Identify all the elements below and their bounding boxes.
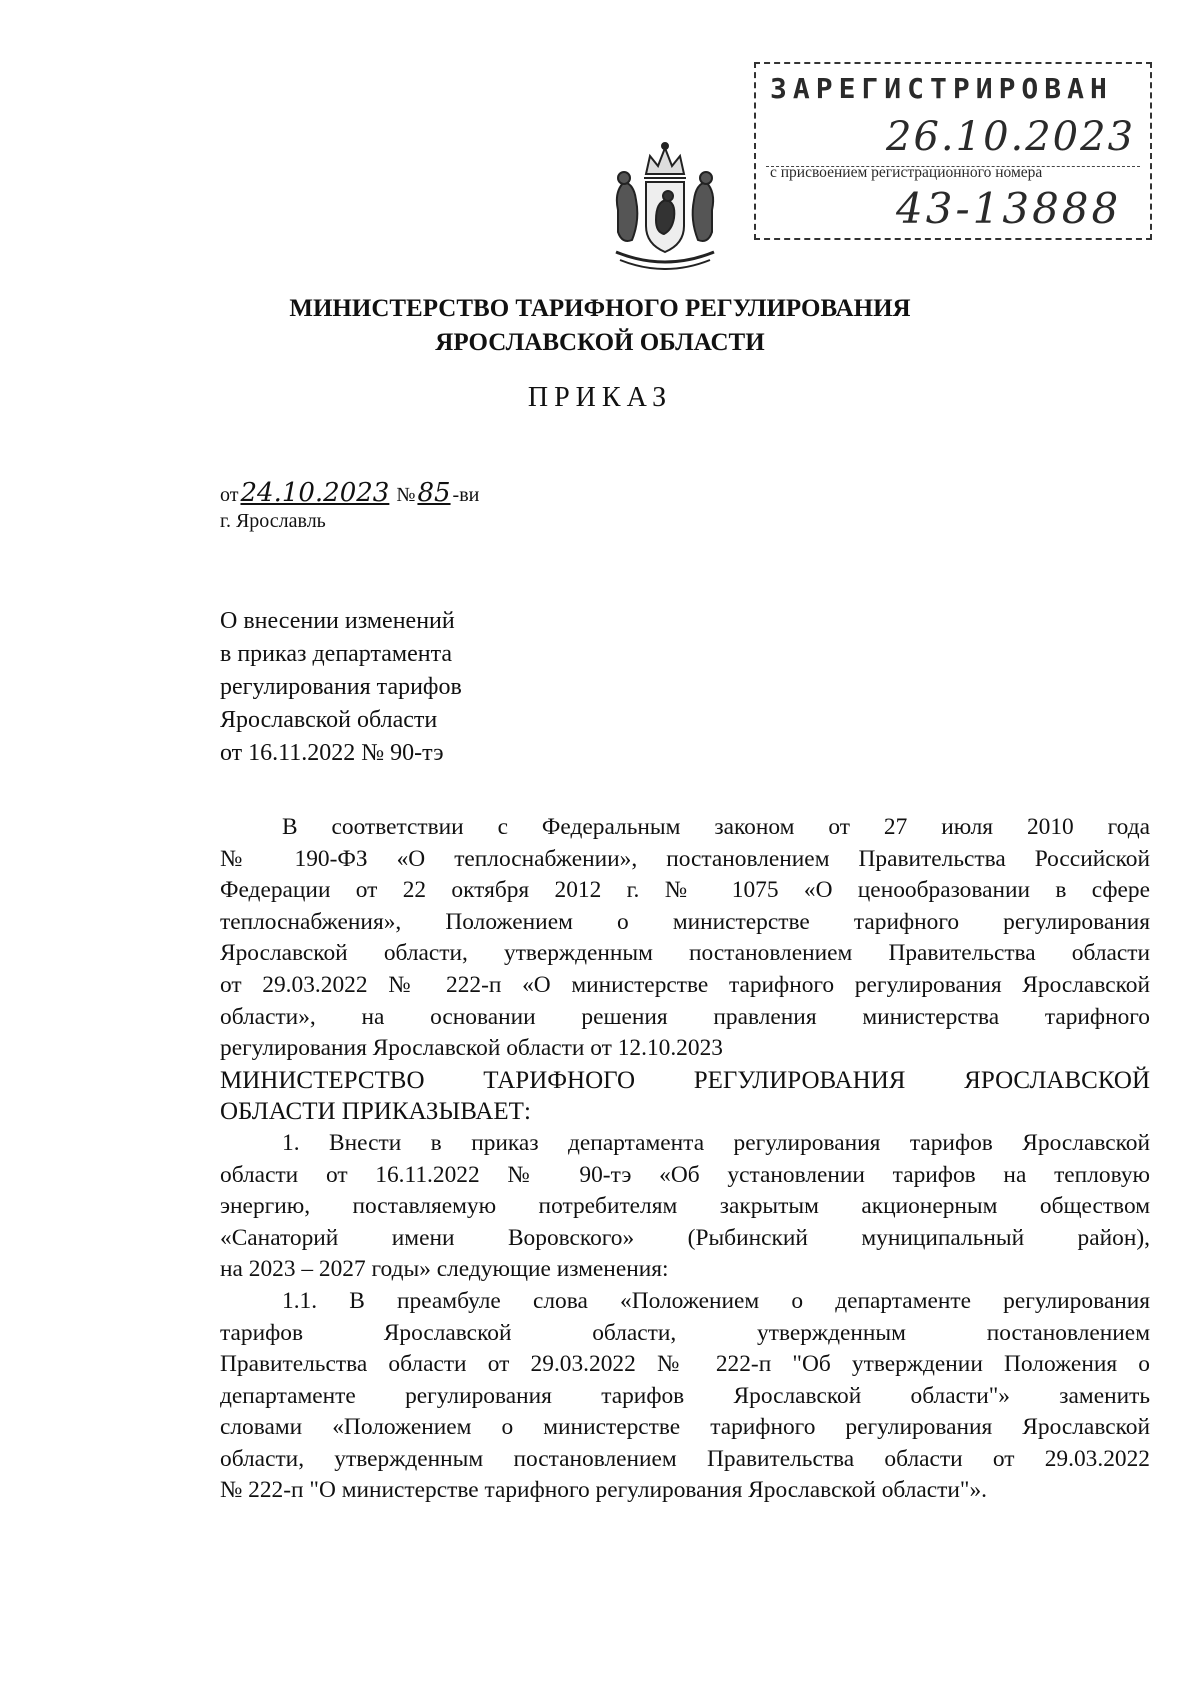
body-line: № 190-ФЗ «О теплоснабжении», постановлением Правительства Российской bbox=[220, 845, 1150, 872]
order-number-sign: № bbox=[396, 484, 416, 506]
body-line: словами «Положением о министерстве тарифного регулирования Ярославской bbox=[220, 1414, 1150, 1441]
stamp-title: ЗАРЕГИСТРИРОВАН bbox=[770, 72, 1113, 105]
body-line: «Санаторий имени Воровского» (Рыбинский муниципальный район), bbox=[220, 1224, 1150, 1251]
stamp-number: 43-13888 bbox=[896, 184, 1122, 233]
order-body bbox=[220, 812, 1150, 1507]
order-subject bbox=[220, 605, 540, 770]
body-line: области от 16.11.2022 № 90-тэ «Об установлении тарифов на тепловую bbox=[220, 1161, 1150, 1188]
body-line: энергию, поставляемую потребителям закрытым акционерным обществом bbox=[220, 1193, 1150, 1220]
body-line: В соответствии с Федеральным законом от 27 июля 2010 года bbox=[282, 814, 1150, 840]
order-number-suffix: -ви bbox=[452, 484, 480, 506]
body-line-caps: ОБЛАСТИ ПРИКАЗЫВАЕТ: bbox=[220, 1098, 531, 1126]
subject-line: Ярославской области bbox=[220, 707, 438, 733]
document-type-title: ПРИКАЗ bbox=[527, 382, 673, 413]
body-line: 1. Внести в приказ департамента регулирования тарифов Ярославской bbox=[282, 1129, 1150, 1156]
body-line: области, утвержденным постановлением Правительства области от 29.03.2022 bbox=[220, 1445, 1150, 1472]
body-line: № 222-п "О министерстве тарифного регулирования Ярославской области"». bbox=[220, 1477, 987, 1504]
order-date: 24.10.2023 bbox=[240, 478, 390, 508]
ministry-name-line-1: МИНИСТЕРСТВО ТАРИФНОГО РЕГУЛИРОВАНИЯ bbox=[289, 295, 911, 322]
body-line: департаменте регулирования тарифов Ярославской области"» заменить bbox=[220, 1382, 1150, 1409]
subject-line: регулирования тарифов bbox=[220, 674, 462, 700]
body-line: области», на основании решения правления министерства тарифного bbox=[220, 1003, 1150, 1030]
body-line: на 2023 – 2027 годы» следующие изменения: bbox=[220, 1256, 669, 1283]
stamp-caption: с присвоением регистрационного номера bbox=[770, 164, 1043, 181]
stamp-date: 26.10.2023 bbox=[886, 114, 1136, 160]
body-line: Ярославской области, утвержденным постановлением Правительства области bbox=[220, 940, 1150, 967]
order-date-prefix: от bbox=[220, 484, 239, 506]
body-line: тарифов Ярославской области, утвержденным постановлением bbox=[220, 1319, 1150, 1346]
order-number: 85 bbox=[417, 478, 451, 508]
order-city: г. Ярославль bbox=[220, 510, 326, 532]
body-line: регулирования Ярославской области от 12.10.2023 bbox=[220, 1035, 723, 1062]
coat-of-arms-emblem bbox=[606, 140, 724, 270]
subject-line: О внесении изменений bbox=[220, 608, 455, 634]
body-line: Правительства области от 29.03.2022 № 222-п "Об утверждении Положения о bbox=[220, 1351, 1150, 1378]
subject-line: от 16.11.2022 № 90-тэ bbox=[220, 740, 444, 766]
body-line: 1.1. В преамбуле слова «Положением о департаменте регулирования bbox=[282, 1287, 1150, 1314]
body-line: Федерации от 22 октября 2012 г. № 1075 «О ценообразовании в сфере bbox=[220, 877, 1150, 904]
subject-line: в приказ департамента bbox=[220, 641, 453, 667]
body-line: теплоснабжения», Положением о министерстве тарифного регулирования bbox=[220, 908, 1150, 935]
body-line: от 29.03.2022 № 222-п «О министерстве тарифного регулирования Ярославской bbox=[220, 971, 1150, 998]
body-line-caps: МИНИСТЕРСТВО ТАРИФНОГО РЕГУЛИРОВАНИЯ ЯРОСЛАВСКОЙ bbox=[220, 1066, 1150, 1094]
order-date-number bbox=[220, 478, 479, 508]
registration-stamp bbox=[754, 62, 1152, 240]
ministry-name-line-2: ЯРОСЛАВСКОЙ ОБЛАСТИ bbox=[435, 329, 765, 356]
